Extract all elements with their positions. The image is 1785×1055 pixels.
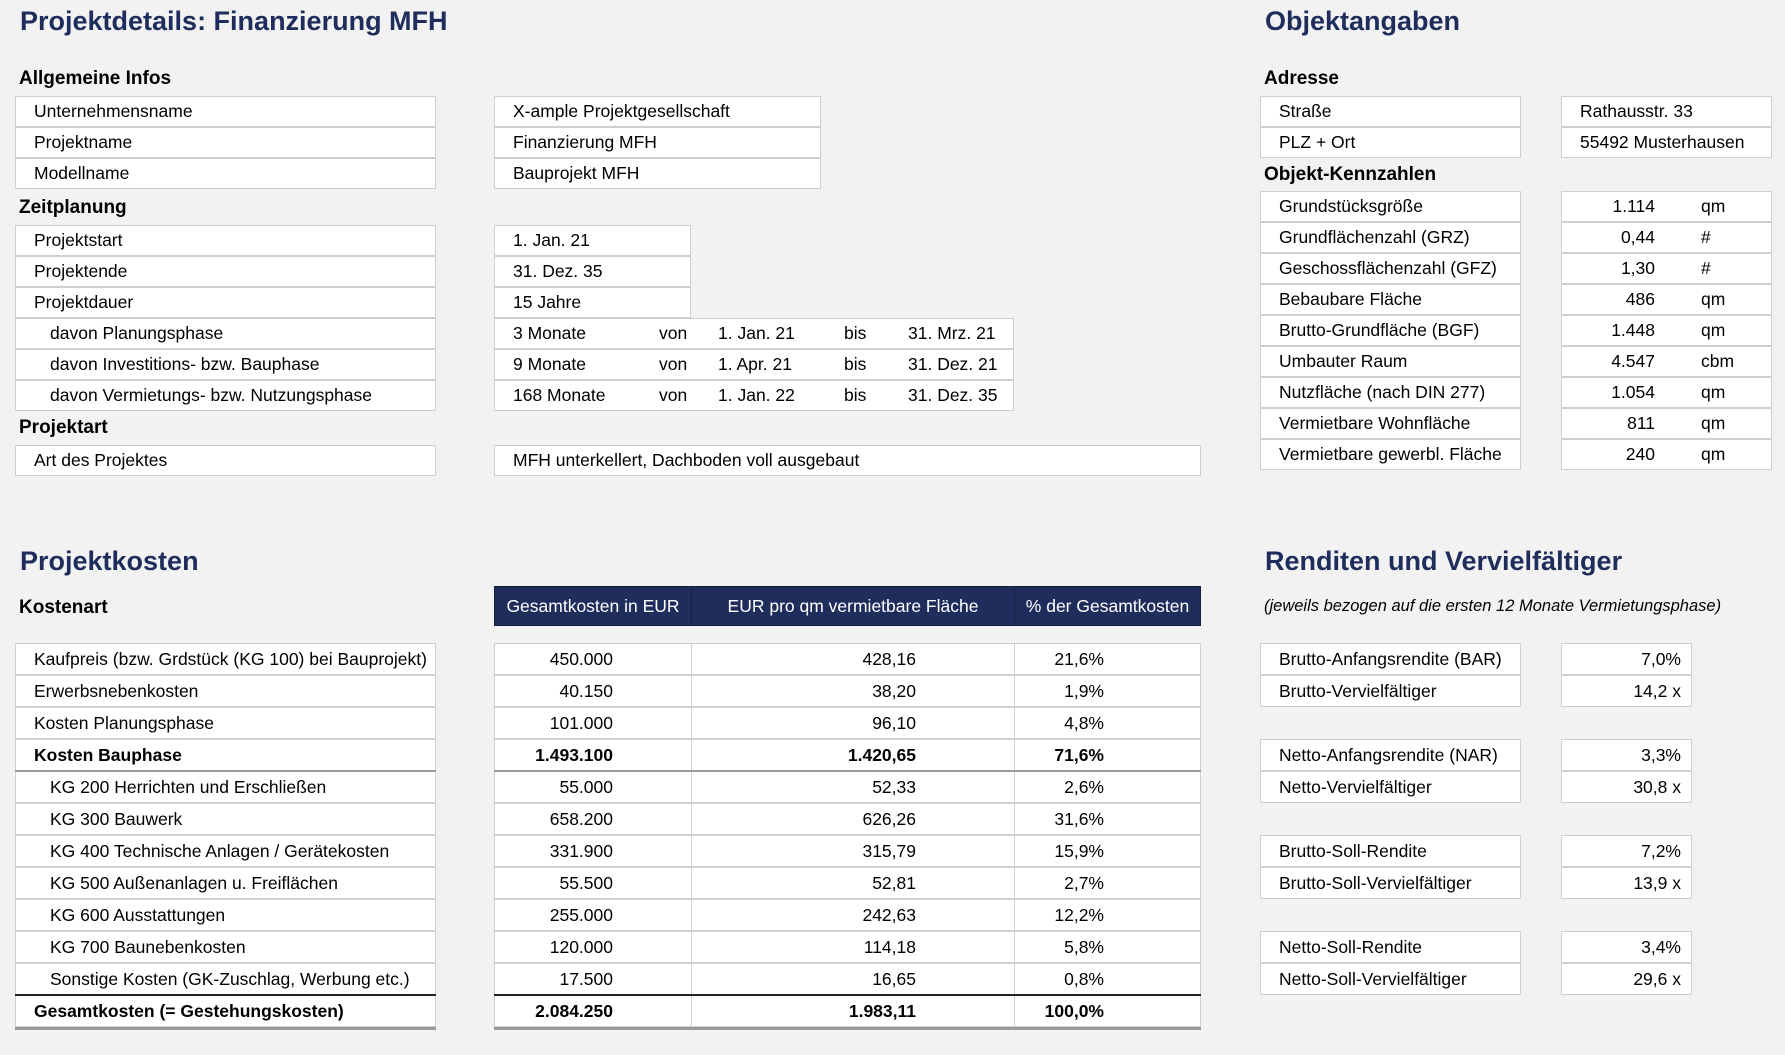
- cost-percent: 100,0%: [1014, 995, 1201, 1027]
- cost-percent: 4,8%: [1014, 707, 1201, 739]
- field-modellname[interactable]: Bauprojekt MFH: [494, 158, 821, 189]
- divider: [494, 994, 1201, 996]
- kennzahl-label: Nutzfläche (nach DIN 277): [1260, 377, 1521, 408]
- kennzahl-unit: cbm: [1701, 351, 1735, 371]
- label-projektname: Projektname: [15, 127, 436, 158]
- phase-start[interactable]: 1. Jan. 21: [718, 323, 795, 343]
- cost-total[interactable]: 120.000: [494, 931, 692, 963]
- phase-start: 1. Apr. 21: [718, 354, 792, 374]
- divider: [494, 770, 1201, 772]
- cost-per-qm: 315,79: [691, 835, 1015, 867]
- cost-row-label: KG 700 Baunebenkosten: [15, 931, 436, 963]
- cost-row-label: KG 500 Außenanlagen u. Freiflächen: [15, 867, 436, 899]
- label-bauphase: davon Investitions- bzw. Bauphase: [15, 349, 436, 380]
- phase-start: 1. Jan. 22: [718, 385, 795, 405]
- phase-bis: bis: [844, 323, 867, 343]
- kennzahl-value[interactable]: 811: [1627, 413, 1655, 433]
- cost-row-label: Kaufpreis (bzw. Grdstück (KG 100) bei Bauprojekt): [15, 643, 436, 675]
- phase-end: 31. Dez. 35: [908, 385, 998, 405]
- rendite-label: Brutto-Soll-Rendite: [1260, 835, 1521, 867]
- kennzahl-value-cell: [1561, 377, 1772, 408]
- kennzahl-value-cell: [1561, 253, 1772, 284]
- projektkosten-title: Projektkosten: [20, 546, 199, 576]
- kennzahl-value-cell: [1561, 315, 1772, 346]
- cost-row-label: Erwerbsnebenkosten: [15, 675, 436, 707]
- cost-row-label: Kosten Bauphase: [15, 739, 436, 771]
- rendite-label: Brutto-Anfangsrendite (BAR): [1260, 643, 1521, 675]
- cost-total[interactable]: 658.200: [494, 803, 692, 835]
- label-strasse: Straße: [1260, 96, 1521, 127]
- divider: [15, 1027, 436, 1030]
- cost-total: 2.084.250: [494, 995, 692, 1027]
- phase-bis: bis: [844, 385, 867, 405]
- cost-per-qm: 1.420,65: [691, 739, 1015, 771]
- cost-percent: 1,9%: [1014, 675, 1201, 707]
- kennzahl-label: Brutto-Grundfläche (BGF): [1260, 315, 1521, 346]
- cost-percent: 2,6%: [1014, 771, 1201, 803]
- rendite-label: Netto-Anfangsrendite (NAR): [1260, 739, 1521, 771]
- rendite-value: 14,2 x: [1561, 675, 1692, 707]
- rendite-label: Netto-Vervielfältiger: [1260, 771, 1521, 803]
- rendite-label: Brutto-Vervielfältiger: [1260, 675, 1521, 707]
- cost-percent: 21,6%: [1014, 643, 1201, 675]
- kennzahl-value-cell: [1561, 439, 1772, 470]
- phase-row-bau: [494, 349, 1014, 380]
- field-plz-ort[interactable]: 55492 Musterhausen: [1561, 127, 1772, 158]
- kennzahl-value[interactable]: 1.448: [1611, 320, 1655, 340]
- kostenart-heading: Kostenart: [19, 597, 108, 618]
- cost-per-qm: 626,26: [691, 803, 1015, 835]
- cost-percent: 0,8%: [1014, 963, 1201, 995]
- cost-total[interactable]: 55.500: [494, 867, 692, 899]
- cost-per-qm: 428,16: [691, 643, 1015, 675]
- kennzahl-label: Umbauter Raum: [1260, 346, 1521, 377]
- rendite-value: 3,4%: [1561, 931, 1692, 963]
- kennzahl-label: Vermietbare Wohnfläche: [1260, 408, 1521, 439]
- phase-row-planung: [494, 318, 1014, 349]
- kennzahl-unit: qm: [1701, 444, 1726, 464]
- section-heading-zeitplanung: Zeitplanung: [19, 197, 127, 218]
- label-modellname: Modellname: [15, 158, 436, 189]
- kennzahl-value-cell: [1561, 284, 1772, 315]
- kennzahl-unit: qm: [1701, 289, 1726, 309]
- phase-row-nutzung: [494, 380, 1014, 411]
- kennzahl-value-cell: [1561, 222, 1772, 253]
- cost-percent: 71,6%: [1014, 739, 1201, 771]
- kennzahl-unit: #: [1701, 227, 1711, 247]
- rendite-value: 7,2%: [1561, 835, 1692, 867]
- cost-per-qm: 242,63: [691, 899, 1015, 931]
- rendite-value: 13,9 x: [1561, 867, 1692, 899]
- rendite-value: 3,3%: [1561, 739, 1692, 771]
- cost-total[interactable]: 101.000: [494, 707, 692, 739]
- cost-percent: 31,6%: [1014, 803, 1201, 835]
- rendite-value: 7,0%: [1561, 643, 1692, 675]
- phase-duration: 168 Monate: [513, 385, 606, 405]
- cost-percent: 15,9%: [1014, 835, 1201, 867]
- phase-bis: bis: [844, 354, 867, 374]
- label-nutzungsphase: davon Vermietungs- bzw. Nutzungsphase: [15, 380, 436, 411]
- section-heading-allgemein: Allgemeine Infos: [19, 68, 172, 89]
- phase-von: von: [659, 323, 688, 343]
- cost-total[interactable]: 40.150: [494, 675, 692, 707]
- cost-per-qm: 1.983,11: [691, 995, 1015, 1027]
- renditen-title: Renditen und Vervielfältiger: [1265, 546, 1623, 576]
- cost-per-qm: 114,18: [691, 931, 1015, 963]
- kennzahl-unit: qm: [1701, 382, 1726, 402]
- divider: [15, 770, 436, 772]
- column-header-prozent: % der Gesamtkosten: [1014, 586, 1201, 626]
- cost-row-label: Gesamtkosten (= Gestehungskosten): [15, 995, 436, 1027]
- kennzahl-unit: qm: [1701, 196, 1726, 216]
- label-plz-ort: PLZ + Ort: [1260, 127, 1521, 158]
- cost-percent: 2,7%: [1014, 867, 1201, 899]
- rendite-label: Netto-Soll-Rendite: [1260, 931, 1521, 963]
- rendite-value: 30,8 x: [1561, 771, 1692, 803]
- kennzahl-value[interactable]: 1.114: [1612, 196, 1655, 216]
- kennzahl-value[interactable]: 240: [1625, 444, 1655, 464]
- cost-per-qm: 16,65: [691, 963, 1015, 995]
- label-projektstart: Projektstart: [15, 225, 436, 256]
- label-projektdauer: Projektdauer: [15, 287, 436, 318]
- rendite-label: Netto-Soll-Vervielfältiger: [1260, 963, 1521, 995]
- renditen-note: (jeweils bezogen auf die ersten 12 Monate Vermietungsphase): [1264, 597, 1722, 615]
- divider: [15, 994, 436, 996]
- kennzahl-label: Vermietbare gewerbl. Fläche: [1260, 439, 1521, 470]
- phase-von: von: [659, 385, 688, 405]
- kennzahl-value[interactable]: 4.547: [1611, 351, 1655, 371]
- kennzahl-unit: qm: [1701, 413, 1726, 433]
- cost-per-qm: 52,33: [691, 771, 1015, 803]
- kennzahl-value-cell: [1561, 408, 1772, 439]
- kennzahl-value[interactable]: 1.054: [1611, 382, 1655, 402]
- section-heading-projektart: Projektart: [19, 417, 108, 438]
- cost-row-label: Kosten Planungsphase: [15, 707, 436, 739]
- kennzahl-value[interactable]: 0,44: [1620, 227, 1655, 247]
- field-art-des-projektes[interactable]: MFH unterkellert, Dachboden voll ausgebaut: [494, 445, 1201, 476]
- kennzahl-value-cell: [1561, 191, 1772, 222]
- cost-percent: 5,8%: [1014, 931, 1201, 963]
- cost-row-label: KG 300 Bauwerk: [15, 803, 436, 835]
- kennzahl-label: Geschossflächenzahl (GFZ): [1260, 253, 1521, 284]
- page-title: Projektdetails: Finanzierung MFH: [20, 6, 448, 36]
- phase-duration: 3 Monate: [513, 323, 586, 343]
- cost-row-label: KG 200 Herrichten und Erschließen: [15, 771, 436, 803]
- label-projektende: Projektende: [15, 256, 436, 287]
- cost-row-label: Sonstige Kosten (GK-Zuschlag, Werbung etc.): [15, 963, 436, 995]
- cost-total[interactable]: 331.900: [494, 835, 692, 867]
- field-unternehmensname[interactable]: X-ample Projektgesellschaft: [494, 96, 821, 127]
- phase-end: 31. Dez. 21: [908, 354, 998, 374]
- cost-per-qm: 38,20: [691, 675, 1015, 707]
- field-strasse[interactable]: Rathausstr. 33: [1561, 96, 1772, 127]
- label-planungsphase: davon Planungsphase: [15, 318, 436, 349]
- cost-per-qm: 52,81: [691, 867, 1015, 899]
- cost-total[interactable]: 450.000: [494, 643, 692, 675]
- phase-end: 31. Mrz. 21: [908, 323, 996, 343]
- cost-total[interactable]: 55.000: [494, 771, 692, 803]
- column-header-gesamtkosten: Gesamtkosten in EUR: [494, 586, 692, 626]
- field-projektende[interactable]: 31. Dez. 35: [494, 256, 691, 287]
- cost-per-qm: 96,10: [691, 707, 1015, 739]
- phase-von: von: [659, 354, 688, 374]
- field-projektname[interactable]: Finanzierung MFH: [494, 127, 821, 158]
- kennzahl-label: Grundflächenzahl (GRZ): [1260, 222, 1521, 253]
- label-unternehmensname: Unternehmensname: [15, 96, 436, 127]
- column-header-eur-pro-qm: EUR pro qm vermietbare Fläche: [691, 586, 1015, 626]
- objektangaben-title: Objektangaben: [1265, 6, 1461, 36]
- cost-total[interactable]: 17.500: [494, 963, 692, 995]
- kennzahl-unit: qm: [1701, 320, 1726, 340]
- cost-total[interactable]: 255.000: [494, 899, 692, 931]
- label-art-des-projektes: Art des Projektes: [15, 445, 436, 476]
- rendite-label: Brutto-Soll-Vervielfältiger: [1260, 867, 1521, 899]
- divider: [494, 1027, 1201, 1030]
- phase-duration[interactable]: 9 Monate: [513, 354, 586, 374]
- cost-row-label: KG 400 Technische Anlagen / Gerätekosten: [15, 835, 436, 867]
- kennzahl-value[interactable]: 1,30: [1620, 258, 1655, 278]
- rendite-value: 29,6 x: [1561, 963, 1692, 995]
- kennzahl-label: Grundstücksgröße: [1260, 191, 1521, 222]
- kennzahl-unit: #: [1701, 258, 1711, 278]
- field-projektdauer: 15 Jahre: [494, 287, 691, 318]
- kennzahl-value-cell: [1561, 346, 1772, 377]
- cost-row-label: KG 600 Ausstattungen: [15, 899, 436, 931]
- cost-total: 1.493.100: [494, 739, 692, 771]
- field-projektstart[interactable]: 1. Jan. 21: [494, 225, 691, 256]
- section-heading-kennzahlen: Objekt-Kennzahlen: [1264, 164, 1437, 185]
- cost-percent: 12,2%: [1014, 899, 1201, 931]
- kennzahl-value[interactable]: 486: [1625, 289, 1655, 309]
- kennzahl-label: Bebaubare Fläche: [1260, 284, 1521, 315]
- section-heading-adresse: Adresse: [1264, 68, 1339, 89]
